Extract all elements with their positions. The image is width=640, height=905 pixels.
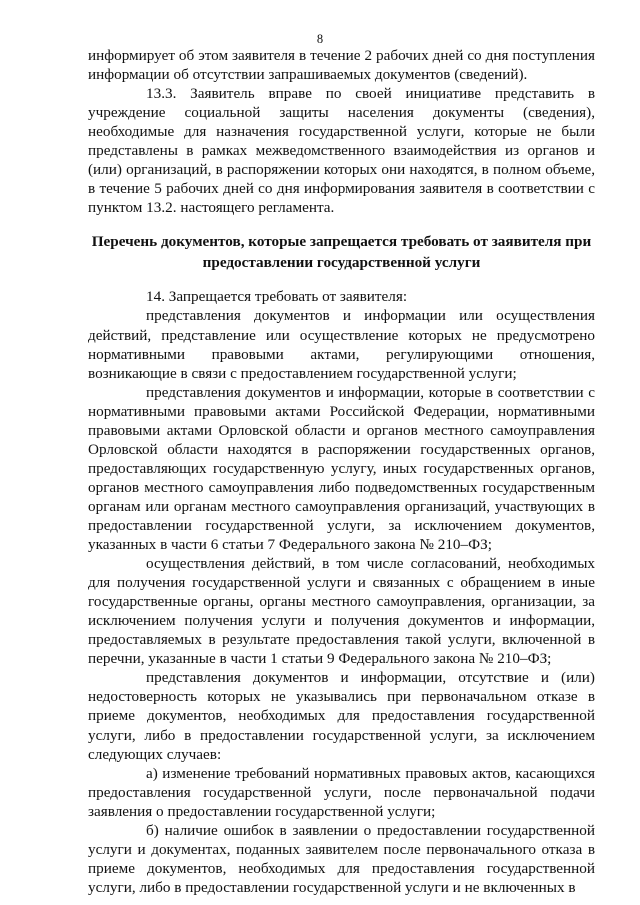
page-number: 8 (316, 32, 324, 46)
section-heading: Перечень документов, которые запрещается требовать от заявителя при предоставлении государственной услуги (91, 233, 592, 272)
sub-item-a: а) изменение требований нормативных правовых актов, касающихся предоставления государственной услуги, после первоначальной подачи заявления о предоставлении государственной услуги; (88, 764, 595, 820)
paragraph-13-3: 13.3. Заявитель вправе по своей инициативе представить в учреждение социальной защиты населения документы (сведения), необходимые для назначения государственной услуги, которые не были представлены в рамках межведомственного взаимодействия из органов и (или) организаций, в распоряжении которых они находятся, в полном объеме, в течение 5 рабочих дней со дня информирования заявителя в соответствии с пунктом 13.2. настоящего регламента. (88, 85, 595, 217)
paragraph-continuation: информирует об этом заявителя в течение 2 рабочих дней со дня поступления информации об отсутствии запрашиваемых документов (сведений). (88, 47, 595, 84)
list-item-2: представления документов и информации, которые в соответствии с нормативными правовыми актами Российской Федерации, нормативными правовыми актами Орловской области и органов местного самоуправления Орловской области находятся в распоряжении государственных органов, предоставляющих государственную услугу, иных государственных органов, органов местного самоуправления либо подведомственных государственным органам или органам местного самоуправления организаций, участвующих в предоставлении государственной услуги, за исключением документов, указанных в части 6 статьи 7 Федерального закона № 210–ФЗ; (88, 383, 595, 554)
paragraph-14: 14. Запрещается требовать от заявителя: (146, 288, 408, 306)
list-item-1: представления документов и информации или осуществления действий, представление или осуществление которых не предусмотрено нормативными правовыми актами, регулирующими отношения, возникающие в связи с предоставлением государственной услуги; (88, 307, 595, 382)
document-body (88, 46, 595, 897)
list-item-4: представления документов и информации, отсутствие и (или) недостоверность которых не указывались при первоначальном отказе в приеме документов, необходимых для предоставления государственной услуги, либо в предоставлении государственной услуги, за исключением следующих случаев: (88, 669, 595, 763)
sub-item-b: б) наличие ошибок в заявлении о предоставлении государственной услуги и документах, поданных заявителем после первоначального отказа в приеме документов, необходимых для предоставления государственной услуги, либо в предоставлении государственной услуги и не включенных в (88, 821, 595, 896)
list-item-3: осуществления действий, в том числе согласований, необходимых для получения государственной услуги и связанных с обращением в иные государственные органы, органы местного самоуправления, организации, за исключением получения услуги и получения документов и информации, предоставляемых в результате предоставления такой услуги, включенной в перечни, указанные в части 1 статьи 9 Федерального закона № 210–ФЗ; (88, 555, 595, 668)
